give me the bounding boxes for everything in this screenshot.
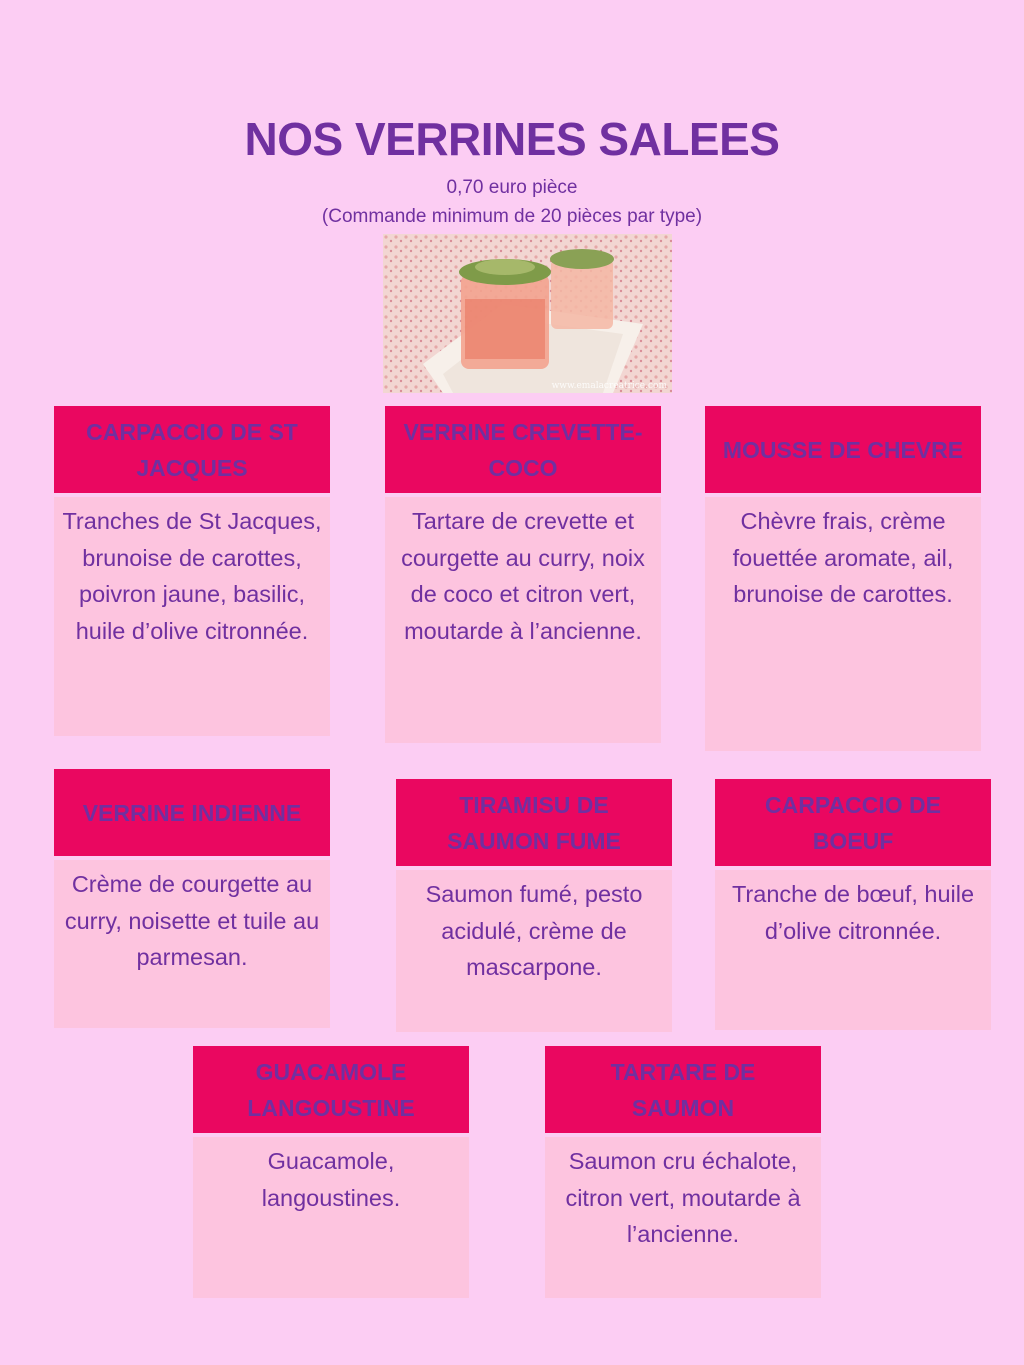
card-description: Saumon fumé, pesto acidulé, crème de mascarpone. [396,870,672,1032]
verrine-photo [383,234,672,393]
verrine-card [705,406,981,751]
card-title: CARPACCIO DE BOEUF [715,779,991,866]
card-title: TARTARE DE SAUMON [545,1046,821,1133]
card-description: Tartare de crevette et courgette au curry, noix de coco et citron vert, moutarde à l’ancienne. [385,497,661,743]
page-title: NOS VERRINES SALEES [244,113,780,165]
card-description: Tranches de St Jacques, brunoise de carottes, poivron jaune, basilic, huile d’olive citronnée. [54,497,330,736]
card-title: TIRAMISU DE SAUMON FUME [396,779,672,866]
minimum-order-note: (Commande minimum de 20 pièces par type) [321,206,703,227]
verrine-card [54,769,330,1028]
card-description: Saumon cru échalote, citron vert, moutarde à l’ancienne. [545,1137,821,1298]
card-title: CARPACCIO DE ST JACQUES [54,406,330,493]
card-description: Guacamole, langoustines. [193,1137,469,1298]
card-title: VERRINE INDIENNE [54,769,330,856]
card-description: Crème de courgette au curry, noisette et tuile au parmesan. [54,860,330,1028]
verrine-card [715,779,991,1030]
card-title: VERRINE CREVETTE-COCO [385,406,661,493]
verrine-card [545,1046,821,1298]
verrine-card [54,406,330,736]
verrine-card [385,406,661,743]
verrine-card [193,1046,469,1298]
card-title: MOUSSE DE CHEVRE [705,406,981,493]
card-description: Tranche de bœuf, huile d’olive citronnée. [715,870,991,1030]
card-description: Chèvre frais, crème fouettée aromate, ail, brunoise de carottes. [705,497,981,751]
photo-watermark: www.emalacreatrice.com [551,381,667,391]
card-title: GUACAMOLE LANGOUSTINE [193,1046,469,1133]
verrine-card [396,779,672,1032]
price-note: 0,70 euro pièce [446,177,578,198]
